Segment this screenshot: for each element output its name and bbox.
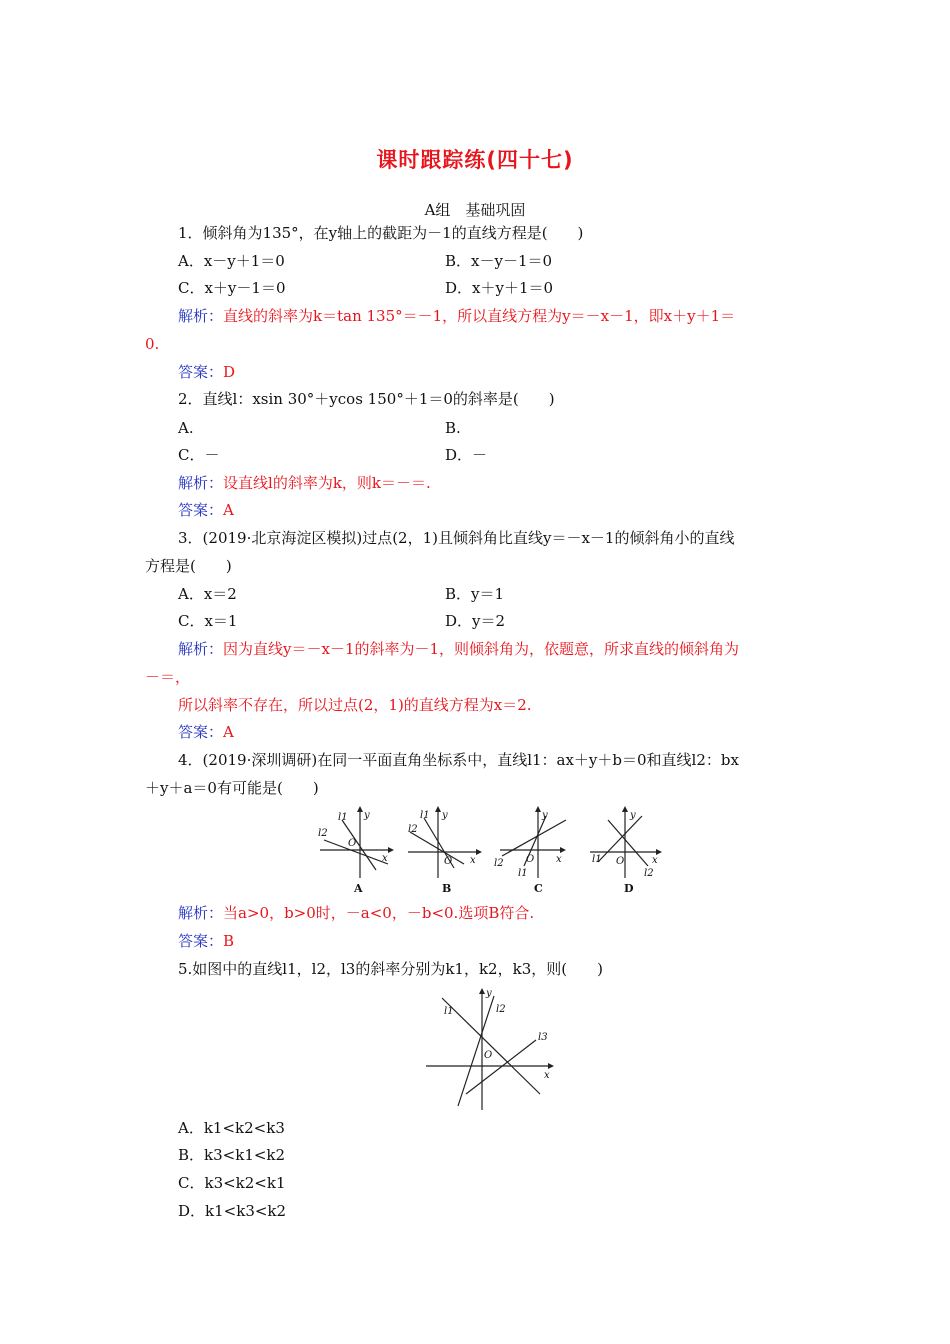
q5-l2: l2 [496, 1004, 506, 1015]
q1-stem: 1．倾斜角为135°，在y轴上的截距为－1的直线方程是( ) [178, 224, 584, 242]
q3-analysis-cont: －＝， [145, 668, 191, 686]
q2-analysis-text: 设直线l的斜率为k，则k＝－＝. [223, 474, 431, 492]
q4-b-l2: l2 [408, 824, 418, 835]
q1-option-a: A．x－y＋1＝0 [178, 252, 285, 270]
q2-option-b: B. [445, 419, 461, 437]
q3-analysis [178, 639, 739, 659]
q2-option-d: D．－ [445, 446, 488, 464]
q2-answer-value: A [223, 501, 234, 519]
q4-c-origin: O [526, 854, 535, 865]
q1-answer-value: D [223, 363, 236, 381]
q4-a-origin: O [348, 838, 357, 849]
q4-d-origin: O [616, 856, 625, 867]
q4-d-l2: l2 [644, 868, 654, 879]
q4-analysis-label: 解析： [178, 904, 224, 922]
q5-y-label: y [486, 988, 492, 999]
q1-analysis [178, 306, 735, 326]
q5-stem: 5.如图中的直线l1，l2，l3的斜率分别为k1，k2，k3，则( ) [178, 960, 603, 978]
q4-stem-cont: ＋y＋a＝0有可能是( ) [145, 779, 319, 797]
q2-answer [178, 500, 234, 520]
q4-a-y-label: y [364, 810, 370, 821]
q3-stem-cont: 方程是( ) [145, 557, 232, 575]
q1-option-d: D．x＋y＋1＝0 [445, 279, 554, 297]
q5-option-a: A．k1<k2<k3 [178, 1119, 285, 1137]
q1-analysis-label: 解析： [178, 307, 224, 325]
q2-option-c: C．－ [178, 446, 220, 464]
q5-origin: O [484, 1050, 493, 1061]
q4-c-y-label: y [542, 810, 548, 821]
q1-option-c: C．x＋y－1＝0 [178, 279, 286, 297]
q3-option-c: C．x＝1 [178, 612, 238, 630]
q3-analysis-cont2: 所以斜率不存在，所以过点(2，1)的直线方程为x＝2. [178, 696, 532, 714]
q4-d-l1: l1 [592, 854, 602, 865]
q4-fig-label-b: B [442, 882, 452, 895]
q3-analysis-text: 因为直线y＝－x－1的斜率为－1，则倾斜角为，依题意，所求直线的倾斜角为 [223, 640, 740, 658]
q5-l3: l3 [538, 1032, 548, 1043]
page-title: 课时跟踪练(四十七) [376, 148, 574, 172]
q4-c-l1: l1 [518, 868, 528, 879]
q2-stem: 2．直线l：xsin 30°＋ycos 150°＋1＝0的斜率是( ) [178, 390, 555, 408]
q4-c-l2: l2 [494, 858, 504, 869]
q4-answer-label: 答案： [178, 932, 224, 950]
q5-option-c: C．k3<k2<k1 [178, 1174, 286, 1192]
q1-answer-label: 答案： [178, 363, 224, 381]
q3-option-b: B．y＝1 [445, 585, 505, 603]
q4-b-origin: O [444, 856, 453, 867]
q2-analysis [178, 473, 431, 493]
q5-option-d: D．k1<k3<k2 [178, 1202, 287, 1220]
q5-figure [420, 984, 560, 1112]
q1-analysis-cont: 0. [145, 335, 160, 353]
section-heading: A组 基础巩固 [424, 201, 526, 219]
q4-b-y-label: y [442, 810, 448, 821]
q1-option-b: B．x－y－1＝0 [445, 252, 553, 270]
q4-b-l1: l1 [420, 810, 430, 821]
q4-analysis [178, 903, 534, 923]
q4-a-x-label: x [382, 853, 388, 864]
q4-fig-label-a: A [354, 882, 363, 895]
q2-analysis-label: 解析： [178, 474, 224, 492]
q3-stem: 3．(2019·北京海淀区模拟)过点(2，1)且倾斜角比直线y＝－x－1的倾斜角小的直线 [178, 529, 735, 547]
q4-analysis-text: 当a>0，b>0时，－a<0，－b<0.选项B符合. [223, 904, 535, 922]
q4-a-l2: l2 [318, 828, 328, 839]
q5-option-b: B．k3<k1<k2 [178, 1146, 286, 1164]
q2-option-a: A. [178, 419, 194, 437]
q1-answer [178, 362, 235, 382]
q3-answer [178, 722, 234, 742]
q1-analysis-text: 直线的斜率为k＝tan 135°＝－1，所以直线方程为y＝－x－1，即x＋y＋1＝ [223, 307, 736, 325]
q4-a-l1: l1 [338, 812, 348, 823]
q4-c-x-label: x [556, 854, 562, 865]
q4-answer [178, 931, 234, 951]
q4-fig-label-c: C [534, 882, 543, 895]
q3-answer-value: A [223, 723, 234, 741]
q4-d-x-label: x [652, 855, 658, 866]
q4-d-y-label: y [630, 810, 636, 821]
q4-b-x-label: x [470, 855, 476, 866]
q3-option-a: A．x＝2 [178, 585, 237, 603]
q4-answer-value: B [223, 932, 235, 950]
q3-analysis-label: 解析： [178, 640, 224, 658]
q2-answer-label: 答案： [178, 501, 224, 519]
q4-figure [312, 806, 672, 898]
q5-l1: l1 [444, 1006, 454, 1017]
q4-fig-label-d: D [624, 882, 634, 895]
q4-stem: 4．(2019·深圳调研)在同一平面直角坐标系中，直线l1：ax＋y＋b＝0和直线l2：bx [178, 751, 739, 769]
q5-x-label: x [544, 1070, 550, 1081]
q3-answer-label: 答案： [178, 723, 224, 741]
q3-option-d: D．y＝2 [445, 612, 506, 630]
